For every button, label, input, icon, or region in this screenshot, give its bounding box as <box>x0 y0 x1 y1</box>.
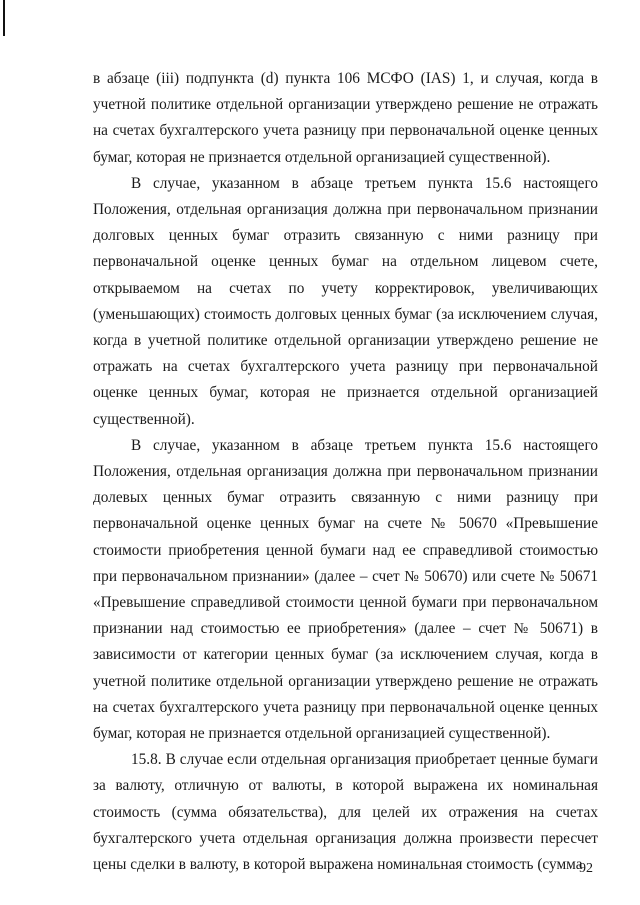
paragraph-equity-securities: В случае, указанном в абзаце третьем пункта 15.6 настоящего Положения, отдельная организация должна при первоначальном признании долевых ценных бумаг отразить связанную с ними разницу при первоначальной оценке ценных бумаг на счете № 50670 «Превышение стоимости приобретения ценной бумаги над ее справедливой стоимостью при первоначальном признании» (далее – счет № 50670) или счете № 50671 «Превышение справедливой стоимости ценной бумаги при первоначальном признании над стоимостью ее приобретения» (далее – счет № 50671) в зависимости от категории ценных бумаг (за исключением случая, когда в учетной политике отдельной организации утверждено решение не отражать на счетах бухгалтерского учета разницу при первоначальной оценке ценных бумаг, которая не признается отдельной организацией существенной). <box>93 436 598 743</box>
document-body <box>93 66 598 878</box>
paragraph-debt-securities: В случае, указанном в абзаце третьем пункта 15.6 настоящего Положения, отдельная организация должна при первоначальном признании долговых ценных бумаг отразить связанную с ними разницу при первоначальной оценке ценных бумаг на отдельном лицевом счете, открываемом на счетах по учету корректировок, увеличивающих (уменьшающих) стоимость долговых ценных бумаг (за исключением случая, когда в учетной политике отдельной организации утверждено решение не отражать на счетах бухгалтерского учета разницу при первоначальной оценке ценных бумаг, которая не признается отдельной организацией существенной). <box>93 174 598 428</box>
paragraph-clause-15-8: 15.8. В случае если отдельная организация приобретает ценные бумаги за валюту, отличную от валюты, в которой выражена их номинальная стоимость (сумма обязательства), для целей их отражения на счетах бухгалтерского учета отдельная организация должна произвести пересчет цены сделки в валюту, в которой выражена номинальная стоимость (сумма <box>93 751 598 874</box>
page-number: 92 <box>579 861 593 876</box>
paragraph-continuation: в абзаце (iii) подпункта (d) пункта 106 МСФО (IAS) 1, и случая, когда в учетной политике отдельной организации утверждено решение не отражать на счетах бухгалтерского учета разницу при первоначальной оценке ценных бумаг, которая не признается отдельной организацией существенной). <box>93 70 598 166</box>
margin-mark <box>3 0 5 36</box>
